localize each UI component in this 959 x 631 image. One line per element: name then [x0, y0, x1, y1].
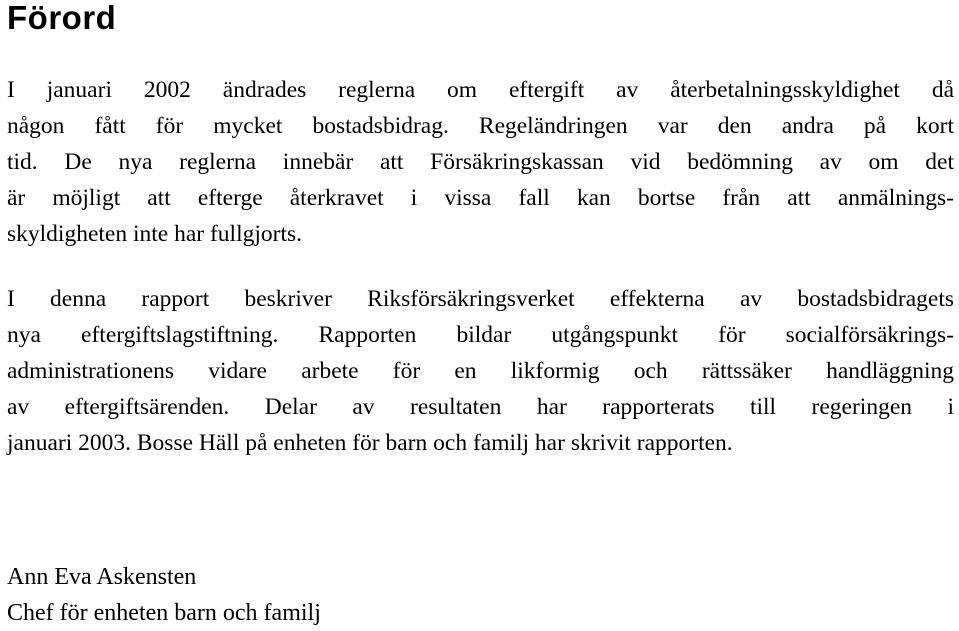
signature-block — [7, 559, 321, 631]
page-title: Förord — [7, 0, 117, 36]
text-line: skyldigheten inte har fullgjorts. — [7, 221, 303, 247]
text-line: I januari 2002 ändrades reglerna om eftergift av återbetalningsskyldighet då — [7, 77, 954, 103]
paragraph-report — [7, 281, 954, 461]
text-line: nya eftergiftslagstiftning. Rapporten bildar utgångspunkt för socialförsäkrings- — [7, 322, 954, 348]
text-line: är möjligt att efterge återkravet i vissa fall kan bortse från att anmälnings- — [7, 185, 954, 211]
signature-role: Chef för enheten barn och familj — [7, 600, 321, 626]
paragraph-intro — [7, 72, 954, 252]
text-line: I denna rapport beskriver Riksförsäkringsverket effekterna av bostadsbidragets — [7, 286, 954, 312]
text-line: tid. De nya reglerna innebär att Försäkringskassan vid bedömning av om det — [7, 149, 954, 175]
text-line: januari 2003. Bosse Häll på enheten för barn och familj har skrivit rapporten. — [7, 430, 733, 456]
signature-name: Ann Eva Askensten — [7, 564, 197, 590]
text-line: av eftergiftsärenden. Delar av resultaten har rapporterats till regeringen i — [7, 394, 954, 420]
text-line: administrationens vidare arbete för en likformig och rättssäker handläggning — [7, 358, 954, 384]
text-line: någon fått för mycket bostadsbidrag. Regeländringen var den andra på kort — [7, 113, 954, 139]
